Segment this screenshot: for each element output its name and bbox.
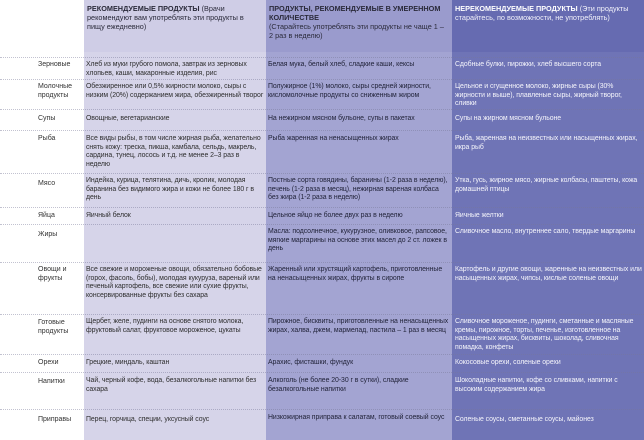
row-label-ready-foods: Готовые продукты: [38, 319, 69, 335]
cell-eggs-moderate: Цельное яйцо не более двух раз в неделю: [268, 212, 403, 219]
cell-soups-moderate: На нежирном мясном бульоне, супы в пакетах: [268, 115, 415, 122]
cell-vegetables-not-recommended: Картофель и другие овощи, жаренные на неизвестных или насыщенных жирах, чипсы, кислые соленые овощи: [455, 266, 642, 282]
cell-dairy-not-recommended: Цельное и сгущенное молоко, жирные сыры (30% жирности и выше), плавленые сыры, жирный творог, сливки: [455, 83, 622, 108]
cell-drinks-not-recommended: Шоколадные напитки, кофе со сливками, напитки с высоким содержанием жира: [455, 377, 618, 393]
cell-ready-foods-moderate: Пирожное, бисквиты, приготовленные на ненасыщенных жирах, халва, джем, мармелад, пастила – 1 раз в месяц: [268, 318, 449, 334]
cell-eggs-not-recommended: Яичные желтки: [455, 212, 504, 219]
header-recommended-note: (Врачи рекомендуют вам употреблять эти продукты в пищу ежедневно): [87, 4, 244, 31]
row-label-fish: Рыба: [38, 135, 56, 142]
cell-meat-not-recommended: Утка, гусь, жирное мясо, жирные колбасы, паштеты, кожа домашней птицы: [455, 177, 638, 193]
cell-fats-not-recommended: Сливочное масло, внутреннее сало, твердые маргарины: [455, 228, 636, 235]
row-divider: [0, 372, 644, 373]
cell-nuts-moderate: Арахис, фисташки, фундук: [268, 359, 354, 366]
row-divider: [0, 314, 644, 315]
cell-nuts-not-recommended: Кокосовые орехи, соленые орехи: [455, 359, 561, 366]
cell-drinks-recommended: Чай, черный кофе, вода, безалкогольные напитки без сахара: [86, 377, 257, 393]
cell-soups-recommended: Овощные, вегетарианские: [86, 115, 170, 122]
cell-condiments-not-recommended: Соленые соусы, сметанные соусы, майонез: [455, 416, 594, 423]
header-recommended-title: РЕКОМЕНДУЕМЫЕ ПРОДУКТЫ: [87, 4, 200, 13]
cell-drinks-moderate: Алкоголь (не более 20-30 г в сутки), сладкие безалкогольные напитки: [268, 377, 409, 393]
row-divider: [0, 207, 644, 208]
row-label-dairy: Молочные продукты: [38, 83, 72, 99]
cell-fish-moderate: Рыба жаренная на ненасыщенных жирах: [268, 135, 399, 142]
row-divider: [0, 409, 644, 410]
header-not-recommended: [455, 4, 641, 22]
cell-ready-foods-not-recommended: Сливочное мороженое, пудинги, сметанные и масляные кремы, пирожное, торты, печенье, изготовленное на насыщенных жирах, бисквиты, шоколад, сливочная помадка, конфеты: [455, 318, 634, 351]
header-recommended: [87, 4, 263, 31]
row-label-grains: Зерновые: [38, 61, 71, 68]
row-label-eggs: Яйца: [38, 212, 55, 219]
cell-eggs-recommended: Яичный белок: [86, 212, 131, 219]
cell-condiments-recommended: Перец, горчица, специи, уксусный соус: [86, 416, 210, 423]
cell-grains-moderate: Белая мука, белый хлеб, сладкие каши, кексы: [268, 61, 415, 68]
row-label-fats: Жиры: [38, 231, 58, 238]
row-label-meat: Мясо: [38, 180, 56, 187]
cell-nuts-recommended: Грецкие, миндаль, каштан: [86, 359, 170, 366]
cell-dairy-recommended: Обезжиренное или 0,5% жирности молоко, сыры с низким (20%) содержанием жира, обезжиренный творог: [86, 83, 264, 99]
row-divider: [0, 79, 644, 80]
cell-meat-recommended: Индейка, курица, телятина, дичь, кролик, молодая баранина без видимого жира и кожи не более 180 г в день: [86, 177, 254, 202]
header-moderate: [269, 4, 449, 40]
header-moderate-title: ПРОДУКТЫ, РЕКОМЕНДУЕМЫЕ В УМЕРЕННОМ КОЛИЧЕСТВЕ: [269, 4, 441, 22]
row-label-condiments: Приправы: [38, 416, 72, 423]
cell-vegetables-moderate: Жаренный или хрустящий картофель, приготовленные на ненасыщенных жирах, фрукты в сиропе: [268, 266, 443, 282]
cell-grains-not-recommended: Сдобные булки, пирожки, хлеб высшего сорта: [455, 61, 602, 68]
row-divider: [0, 354, 644, 355]
cell-meat-moderate: Постные сорта говядины, баранины (1-2 раза в неделю), печень (1-2 раза в месяц), нежирная вареная колбаса без жира (1-2 раза в неделю): [268, 177, 448, 202]
row-label-drinks: Напитки: [38, 378, 65, 385]
header-not-recommended-note: (Эти продукты старайтесь, по возможности, не употреблять): [455, 4, 629, 22]
row-divider: [0, 224, 644, 225]
cell-fish-not-recommended: Рыба, жаренная на неизвестных или насыщенных жирах, икра рыб: [455, 135, 638, 151]
cell-fats-moderate: Масла: подсолнечное, кукурузное, оливковое, рапсовое, мягкие маргарины на основе этих масел до 2 ст. ложек в день: [268, 228, 447, 253]
row-divider: [0, 57, 644, 58]
cell-condiments-moderate: Низкожирная приправа к салатам, готовый соевый соус: [268, 414, 445, 421]
header-not-recommended-title: НЕРЕКОМЕНДУЕМЫЕ ПРОДУКТЫ: [455, 4, 578, 13]
cell-vegetables-recommended: Все свежие и мороженые овощи, обязательно бобовые (горох, фасоль, бобы), молодая кукуруза, вареный или печеный картофель, все свежие или сухие фрукты, консервированные фрукты без сахара: [86, 266, 262, 299]
row-label-vegetables: Овощи и фрукты: [38, 266, 67, 282]
row-label-soups: Супы: [38, 115, 56, 122]
cell-ready-foods-recommended: Щербет, желе, пудинги на основе снятого молока, фруктовый салат, фруктовое мороженое, цукаты: [86, 318, 244, 334]
row-label-nuts: Орехи: [38, 359, 59, 366]
cell-grains-recommended: Хлеб из муки грубого помола, завтрак из зерновых хлопьев, каши, макаронные изделия, рис: [86, 61, 247, 77]
cell-dairy-moderate: Полужирное (1%) молоко, сыры средней жирности, кисломолочные продукты со сниженным жиром: [268, 83, 431, 99]
row-divider: [0, 262, 644, 263]
row-divider: [0, 130, 644, 131]
header-moderate-note: (Старайтесь употреблять эти продукты не чаще 1 – 2 раз в неделю): [269, 22, 444, 40]
row-divider: [0, 173, 644, 174]
row-divider: [0, 109, 644, 110]
cell-fish-recommended: Все виды рыбы, в том числе жирная рыба, желательно снять кожу: треска, пикша, камбала, сельдь, макрель, сардина, тунец, лосось и т.д. не менее 2–3 раз в неделю: [86, 135, 261, 168]
cell-soups-not-recommended: Супы на жирном мясном бульоне: [455, 115, 562, 122]
